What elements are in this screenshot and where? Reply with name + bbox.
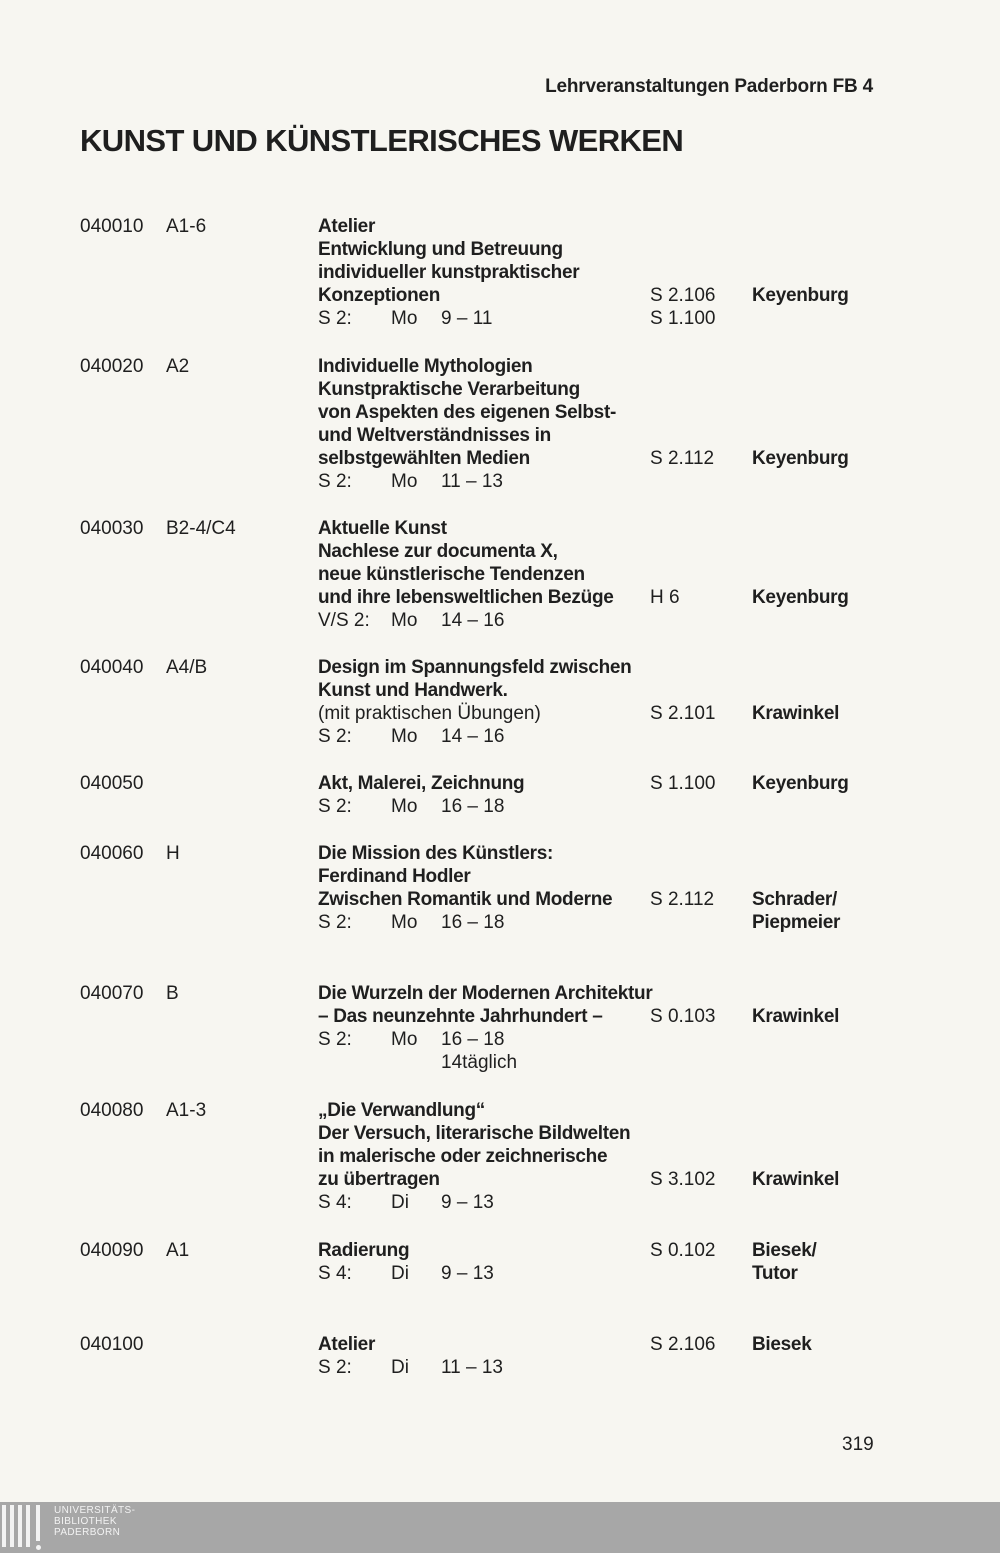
course-schedule xyxy=(318,1356,648,1379)
course-title-line: Ferdinand Hodler xyxy=(318,866,471,887)
course-title-line: Radierung xyxy=(318,1240,410,1261)
session-time: 14 – 16 xyxy=(441,610,505,631)
room-number: S 0.102 xyxy=(650,1240,716,1261)
course-title-line: Zwischen Romantik und Moderne xyxy=(318,889,613,910)
session-type: S 2: xyxy=(318,796,352,817)
course-title-line: Entwicklung und Betreuung xyxy=(318,239,563,260)
course-number: 040010 xyxy=(80,216,144,237)
course-code: A1 xyxy=(166,1240,190,1261)
course-title-line: Individuelle Mythologien xyxy=(318,356,533,377)
session-day: Mo xyxy=(391,610,418,631)
course-code: A1-3 xyxy=(166,1100,207,1121)
course-body xyxy=(318,772,648,818)
course-code: A1-6 xyxy=(166,216,207,237)
session-type: S 2: xyxy=(318,912,352,933)
course-schedule xyxy=(318,1028,648,1051)
session-day: Di xyxy=(391,1192,409,1213)
library-logo-icon xyxy=(0,1505,44,1549)
course-schedule xyxy=(318,307,648,330)
course-body xyxy=(318,982,653,1074)
course-schedule xyxy=(318,911,648,934)
session-day: Mo xyxy=(391,796,418,817)
session-time: 9 – 11 xyxy=(441,308,493,329)
course-title-line: Nachlese zur documenta X, xyxy=(318,541,558,562)
session-day: Mo xyxy=(391,912,418,933)
session-day: Mo xyxy=(391,308,418,329)
room-number: S 2.101 xyxy=(650,703,716,724)
lecturer-name: Piepmeier xyxy=(752,912,841,933)
course-title-line: selbstgewählten Medien xyxy=(318,448,530,469)
course-title-line: und Weltverständnisses in xyxy=(318,425,551,446)
page-number: 319 xyxy=(842,1434,874,1455)
session-time: 11 – 13 xyxy=(441,471,503,492)
course-title-line: Design im Spannungsfeld zwischen xyxy=(318,657,632,678)
room-number: S 2.112 xyxy=(650,448,715,469)
session-type: V/S 2: xyxy=(318,610,370,631)
course-description-line: (mit praktischen Übungen) xyxy=(318,703,541,724)
course-title-line: Akt, Malerei, Zeichnung xyxy=(318,773,525,794)
lecturer-name: Krawinkel xyxy=(752,1169,840,1190)
lecturer-name: Biesek xyxy=(752,1334,812,1355)
course-title-line: Die Mission des Künstlers: xyxy=(318,843,554,864)
course-title-line: Kunst und Handwerk. xyxy=(318,680,508,701)
session-time: 16 – 18 xyxy=(441,796,505,817)
course-title-line: neue künstlerische Tendenzen xyxy=(318,564,585,585)
session-time: 16 – 18 xyxy=(441,912,505,933)
room-number: S 0.103 xyxy=(650,1006,716,1027)
room-number: S 2.106 xyxy=(650,285,716,306)
course-title-line: Atelier xyxy=(318,216,376,237)
lecturer-name: Krawinkel xyxy=(752,703,840,724)
course-code: B xyxy=(166,983,179,1004)
session-frequency: 14täglich xyxy=(441,1052,518,1073)
course-code: B2-4/C4 xyxy=(166,518,236,539)
course-code: H xyxy=(166,843,180,864)
course-body xyxy=(318,517,648,632)
course-body xyxy=(318,656,648,748)
lecturer-name: Keyenburg xyxy=(752,587,849,608)
session-day: Mo xyxy=(391,1029,418,1050)
course-title-line: und ihre lebensweltlichen Bezüge xyxy=(318,587,614,608)
lecturer-name: Schrader/ xyxy=(752,889,837,910)
lecturer-name: Keyenburg xyxy=(752,448,849,469)
session-time: 9 – 13 xyxy=(441,1263,494,1284)
session-note-row xyxy=(318,1051,648,1074)
room-number: S 3.102 xyxy=(650,1169,716,1190)
room-number: S 2.106 xyxy=(650,1334,716,1355)
course-number: 040080 xyxy=(80,1100,144,1121)
course-title-line: Konzeptionen xyxy=(318,285,440,306)
lecturer-name: Biesek/ xyxy=(752,1240,817,1261)
library-footer xyxy=(0,1502,1000,1553)
course-schedule xyxy=(318,470,648,493)
course-schedule xyxy=(318,1191,648,1214)
course-number: 040090 xyxy=(80,1240,144,1261)
lecturer-name: Keyenburg xyxy=(752,773,849,794)
course-schedule xyxy=(318,795,648,818)
session-time: 9 – 13 xyxy=(441,1192,494,1213)
session-time: 11 – 13 xyxy=(441,1357,503,1378)
course-schedule xyxy=(318,725,648,748)
session-type: S 2: xyxy=(318,308,352,329)
course-body xyxy=(318,1333,648,1379)
lecturer-name: Krawinkel xyxy=(752,1006,840,1027)
course-body xyxy=(318,1099,648,1214)
room-number: S 2.112 xyxy=(650,889,715,910)
course-title-line: – Das neunzehnte Jahrhundert – xyxy=(318,1006,603,1027)
room-number: H 6 xyxy=(650,587,680,608)
session-day: Di xyxy=(391,1357,409,1378)
session-day: Di xyxy=(391,1263,409,1284)
course-schedule xyxy=(318,609,648,632)
course-title-line: Kunstpraktische Verarbeitung xyxy=(318,379,580,400)
course-number: 040100 xyxy=(80,1334,144,1355)
room-number: S 1.100 xyxy=(650,308,716,329)
session-day: Mo xyxy=(391,471,418,492)
page-title: KUNST UND KÜNSTLERISCHES WERKEN xyxy=(80,123,684,158)
session-type: S 2: xyxy=(318,471,352,492)
room-number: S 1.100 xyxy=(650,773,716,794)
course-title-line: zu übertragen xyxy=(318,1169,440,1190)
course-body xyxy=(318,842,648,934)
running-head: Lehrveranstaltungen Paderborn FB 4 xyxy=(545,76,873,97)
session-type: S 4: xyxy=(318,1263,352,1284)
course-code: A4/B xyxy=(166,657,208,678)
course-number: 040040 xyxy=(80,657,144,678)
course-schedule xyxy=(318,1262,648,1285)
course-body xyxy=(318,215,648,330)
session-type: S 2: xyxy=(318,1357,352,1378)
course-number: 040030 xyxy=(80,518,144,539)
course-title-line: „Die Verwandlung“ xyxy=(318,1100,485,1121)
course-number: 040020 xyxy=(80,356,144,377)
course-body xyxy=(318,1239,648,1285)
course-title-line: Der Versuch, literarische Bildwelten xyxy=(318,1123,631,1144)
course-title-line: Aktuelle Kunst xyxy=(318,518,447,539)
lecturer-name: Keyenburg xyxy=(752,285,849,306)
session-time: 14 – 16 xyxy=(441,726,505,747)
session-type: S 4: xyxy=(318,1192,352,1213)
course-code: A2 xyxy=(166,356,190,377)
session-time: 16 – 18 xyxy=(441,1029,505,1050)
course-number: 040050 xyxy=(80,773,144,794)
course-title-line: Atelier xyxy=(318,1334,376,1355)
course-title-line: individueller kunstpraktischer xyxy=(318,262,580,283)
lecturer-name: Tutor xyxy=(752,1263,798,1284)
course-body xyxy=(318,355,648,493)
course-title-line: von Aspekten des eigenen Selbst- xyxy=(318,402,616,423)
library-name: UNIVERSITÄTS- BIBLIOTHEK PADERBORN xyxy=(54,1505,136,1538)
course-number: 040060 xyxy=(80,843,144,864)
session-day: Mo xyxy=(391,726,418,747)
course-title-line: in malerische oder zeichnerische xyxy=(318,1146,608,1167)
session-type: S 2: xyxy=(318,1029,352,1050)
course-number: 040070 xyxy=(80,983,144,1004)
session-type: S 2: xyxy=(318,726,352,747)
course-title-line: Die Wurzeln der Modernen Architektur xyxy=(318,983,653,1004)
